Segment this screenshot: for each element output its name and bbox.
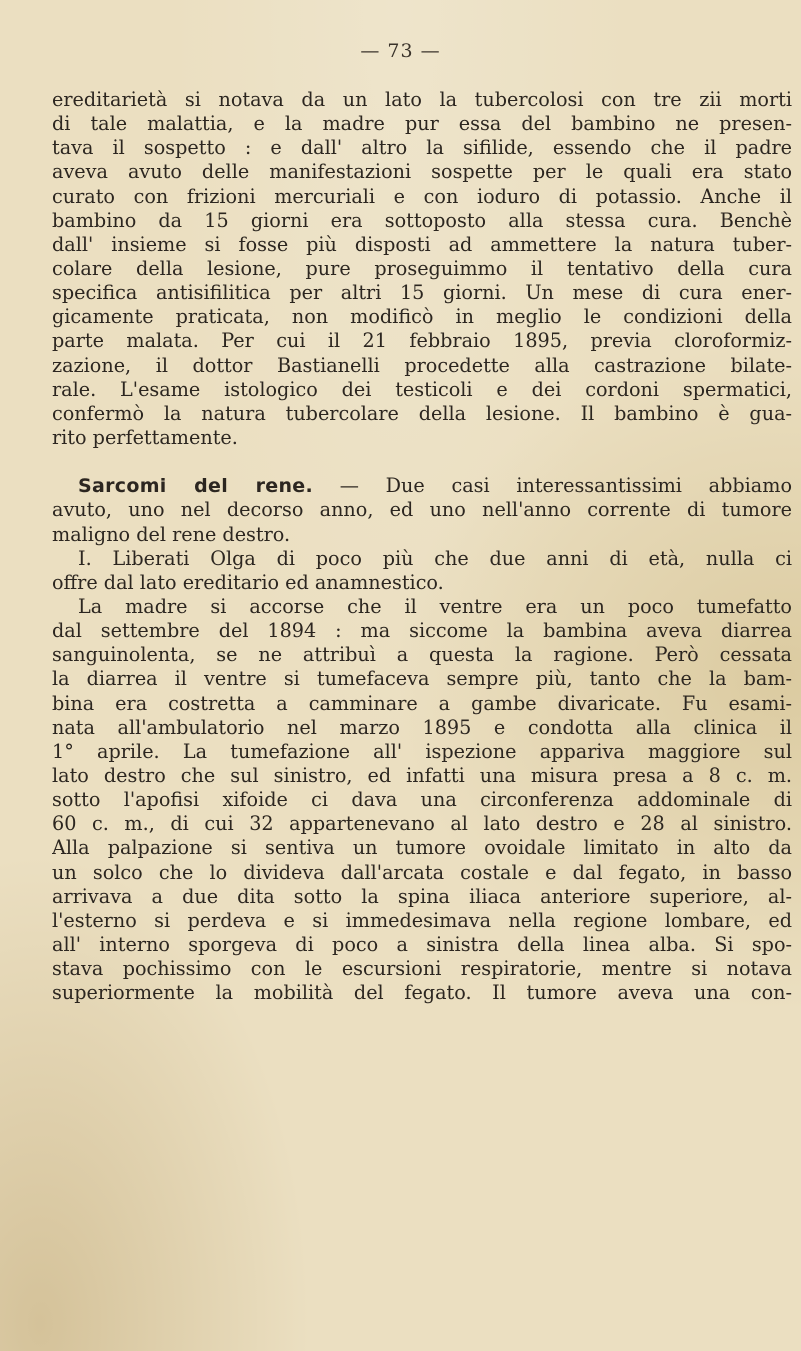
- text-line: 1° aprile. La tumefazione all' ispezione appariva maggiore sul: [52, 739, 792, 763]
- text-line: all' interno sporgeva di poco a sinistra della linea alba. Si spo-: [52, 932, 792, 956]
- text-line: parte malata. Per cui il 21 febbraio 1895, previa cloroformiz-: [52, 329, 792, 353]
- text-line: arrivava a due dita sotto la spina iliaca anteriore superiore, al-: [52, 884, 792, 908]
- text-line: bambino da 15 giorni era sottoposto alla stessa cura. Benchè: [52, 208, 792, 232]
- text-line: curato con frizioni mercuriali e con ioduro di potassio. Anche il: [52, 184, 792, 208]
- text-line: l'esterno si perdeva e si immedesimava nella regione lombare, ed: [52, 908, 792, 932]
- text-line: I. Liberati Olga di poco più che due anni di età, nulla ci: [78, 546, 792, 570]
- text-line: gicamente praticata, non modificò in meglio le condizioni della: [52, 305, 792, 329]
- section-heading: Sarcomi del rene.: [78, 475, 313, 498]
- text-line: bina era costretta a camminare a gambe divaricate. Fu esami-: [52, 691, 792, 715]
- text-line: specifica antisifilitica per altri 15 giorni. Un mese di cura ener-: [52, 281, 792, 305]
- text-line: sotto l'apofisi xifoide ci dava una circonferenza addominale di: [52, 788, 792, 812]
- body-text: [52, 88, 792, 1005]
- text-line: nata all'ambulatorio nel marzo 1895 e condotta alla clinica il: [52, 715, 792, 739]
- page-number: — 73 —: [360, 40, 441, 62]
- text-line: un solco che lo divideva dall'arcata costale e dal fegato, in basso: [52, 860, 792, 884]
- text-line: di tale malattia, e la madre pur essa del bambino ne presen-: [52, 112, 792, 136]
- text-line: aveva avuto delle manifestazioni sospette per le quali era stato: [52, 160, 792, 184]
- text-line: stava pochissimo con le escursioni respiratorie, mentre si notava: [52, 957, 792, 981]
- text-line: Alla palpazione si sentiva un tumore ovoidale limitato in alto da: [52, 836, 792, 860]
- text-line: avuto, uno nel decorso anno, ed uno nell'anno corrente di tumore: [52, 498, 792, 522]
- text-line: rale. L'esame istologico dei testicoli e dei cordoni spermatici,: [52, 377, 792, 401]
- text-line: La madre si accorse che il ventre era un poco tumefatto: [78, 594, 792, 618]
- text-line: maligno del rene destro.: [52, 522, 291, 546]
- text-line: confermò la natura tubercolare della lesione. Il bambino è gua-: [52, 401, 792, 425]
- text-line: colare della lesione, pure proseguimmo il tentativo della cura: [52, 256, 792, 280]
- text-line: la diarrea il ventre si tumefaceva sempre più, tanto che la bam-: [52, 667, 792, 691]
- text-line: ereditarietà si notava da un lato la tubercolosi con tre zii morti: [52, 88, 792, 111]
- text-line: sanguinolenta, se ne attribuì a questa la ragione. Però cessata: [52, 643, 792, 667]
- text-line: dal settembre del 1894 : ma siccome la bambina aveva diarrea: [52, 619, 792, 643]
- text-line: offre dal lato ereditario ed anamnestico.: [52, 570, 444, 594]
- text-line: zazione, il dottor Bastianelli procedette alla castrazione bilate-: [52, 353, 792, 377]
- text-line: [52, 474, 792, 498]
- text-line: tava il sospetto : e dall' altro la sifilide, essendo che il padre: [52, 136, 792, 160]
- text-line: rito perfettamente.: [52, 425, 238, 449]
- text-span: — Due casi interessantissimi abbiamo: [312, 474, 792, 498]
- text-line: superiormente la mobilità del fegato. Il tumore aveva una con-: [52, 981, 792, 1005]
- text-line: dall' insieme si fosse più disposti ad ammettere la natura tuber-: [52, 232, 792, 256]
- text-line: 60 c. m., di cui 32 appartenevano al lato destro e 28 al sinistro.: [52, 812, 792, 836]
- paragraph-gap: [52, 450, 792, 474]
- text-line: lato destro che sul sinistro, ed infatti una misura presa a 8 c. m.: [52, 763, 792, 787]
